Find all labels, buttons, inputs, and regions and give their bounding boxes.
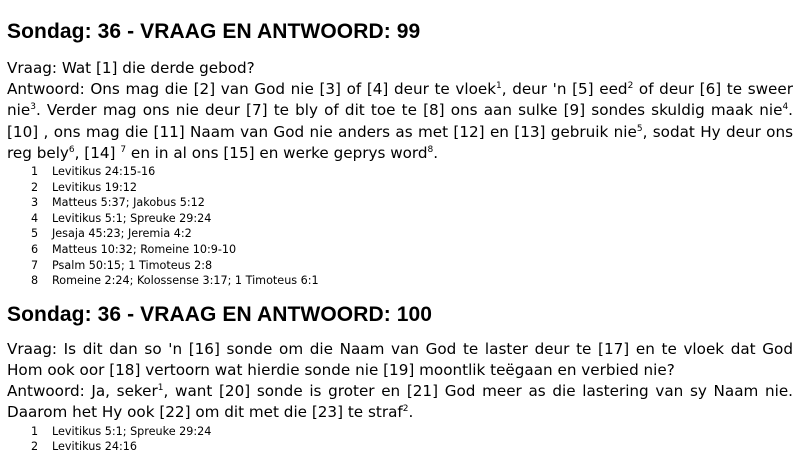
reference-item [31, 258, 793, 274]
footnote-marker: 8 [427, 144, 434, 155]
reference-number: 1 [31, 424, 39, 438]
answer-text [7, 79, 793, 164]
reference-number: 2 [31, 440, 39, 454]
footnote-marker: 4 [782, 102, 789, 113]
reference-text: Levitikus 5:1; Spreuke 29:24 [52, 424, 212, 438]
reference-text: Jesaja 45:23; Jeremia 4:2 [52, 227, 192, 241]
reference-item [31, 164, 793, 180]
reference-text: Levitikus 19:12 [52, 180, 137, 194]
reference-text: Romeine 2:24; Kolossense 3:17; 1 Timoteus 6:1 [52, 274, 319, 288]
reference-text: Matteus 10:32; Romeine 10:9-10 [52, 242, 237, 256]
reference-number: 5 [31, 227, 39, 241]
answer-text [7, 381, 793, 423]
reference-number: 8 [31, 274, 39, 288]
reference-number: 6 [31, 242, 39, 256]
footnote-marker: 2 [402, 404, 409, 415]
answer-segment: Antwoord: Ja, seker [7, 382, 158, 401]
reference-text: Psalm 50:15; 1 Timoteus 2:8 [52, 258, 213, 272]
question-text: Vraag: Wat [1] die derde gebod? [7, 59, 255, 77]
reference-item [31, 180, 793, 196]
footnote-marker: 5 [636, 123, 643, 134]
reference-item [31, 211, 793, 227]
reference-list [7, 424, 793, 455]
qa-section-100 [7, 303, 793, 455]
question-text: Vraag: Is dit dan so 'n [16] sonde om die Naam van God te laster deur te [17] en te vloek dat God Hom ook oor [18] vertoorn wat hierdie sonde nie [19] moontlik teëgaan en verbied nie? [7, 339, 793, 379]
footnote-marker: 1 [157, 383, 164, 394]
footnote-marker: 6 [68, 144, 75, 155]
answer-segment: , sodat Hy deur ons reg bely [7, 122, 793, 162]
reference-list [7, 164, 793, 289]
reference-item [31, 273, 793, 289]
reference-item [31, 195, 793, 211]
answer-segment: Antwoord: Ons mag die [2] van God nie [3] of [4] deur te vloek [7, 80, 497, 99]
reference-text: Levitikus 5:1; Spreuke 29:24 [52, 211, 212, 225]
answer-segment: en in al ons [15] en werke geprys word [126, 143, 428, 162]
reference-text: Levitikus 24:16 [52, 440, 137, 454]
reference-number: 3 [31, 196, 39, 210]
footnote-marker: 3 [30, 102, 36, 113]
reference-number: 4 [31, 211, 39, 225]
reference-item [31, 439, 793, 455]
reference-text: Levitikus 24:15-16 [52, 165, 156, 179]
reference-number: 1 [31, 165, 39, 179]
reference-number: 7 [31, 258, 39, 272]
reference-item [31, 242, 793, 258]
section-heading: Sondag: 36 - VRAAG EN ANTWOORD: 100 [7, 302, 433, 326]
footnote-marker: 7 [120, 144, 127, 155]
reference-item [31, 226, 793, 242]
answer-segment: . [433, 143, 439, 162]
reference-text: Matteus 5:37; Jakobus 5:12 [52, 196, 205, 210]
footnote-marker: 1 [496, 81, 502, 92]
answer-segment: of deur [6] te sweer nie [7, 80, 793, 120]
answer-segment: , deur 'n [5] eed [501, 80, 628, 99]
section-heading: Sondag: 36 - VRAAG EN ANTWOORD: 99 [7, 20, 421, 43]
qa-section-99 [7, 20, 793, 289]
reference-item [31, 424, 793, 440]
answer-segment: . Verder mag ons nie deur [7] te bly of dit toe te [8] ons aan sulke [9] sondes skuldig maak nie [35, 101, 783, 120]
reference-number: 2 [31, 180, 39, 194]
answer-segment: , want [20] sonde is groter en [21] God meer as die lastering van sy Naam nie. Daarom het Hy ook [22] om dit met die [23] te straf [7, 382, 794, 422]
footnote-marker: 2 [627, 81, 634, 92]
answer-segment: . [10] , ons mag die [11] Naam van God nie anders as met [12] en [13] gebruik nie [7, 101, 793, 141]
answer-segment: . [408, 403, 414, 422]
answer-segment: , [14] [74, 143, 121, 162]
